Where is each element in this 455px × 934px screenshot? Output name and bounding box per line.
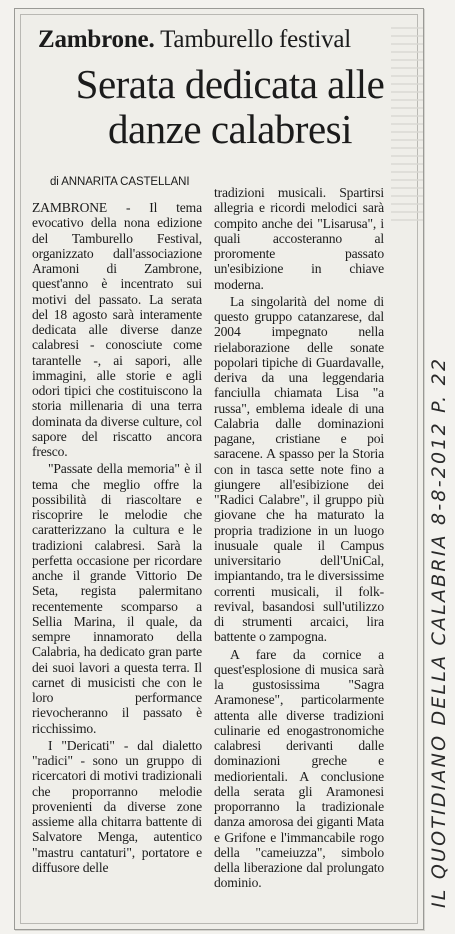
kicker-place: Zambrone. (38, 26, 155, 53)
paragraph: "Passate della memoria" è il tema che meglio offre la possibilità di riascoltare e riscoprire le melodie che caratterizzano la cultura e le tradizioni calabresi. Sarà la perfetta occasione per ricordare anche il grande Vittorio De Seta, regista palermitano recentemente scomparso a Sellia Marina, il quale, da sempre innamorato della Calabria, ha dedicato gran parte dei suoi lavori a questa terra. Il carnet di musicisti che con le loro performance rievocheranno il passato è ricchissimo. (32, 461, 202, 736)
paragraph: La singolarità del nome di questo gruppo catanzarese, dal 2004 impegnato nella rielaborazione delle sonate popolari tipiche di Guardavalle, deriva da una leggendaria fanciulla chiamata Lisa "a russa", emblema ideale di una Calabria dalle dominazioni pagane, cristiane e poi saracene. A spasso per la Storia con in tasca sette note fino a giungere all'esibizione dei "Radici Calabre", il gruppo più giovane che ha maturato la propria tradizione in un luogo inusuale quale il Campus universitario dell'UniCal, impiantando, tra le diversissime correnti musicali, il folk-revival, basandosi sull'utilizzo di strumenti arcaici, lira battente o zampogna. (214, 293, 384, 645)
handwritten-source-note: IL QUOTIDIANO DELLA CALABRIA 8-8-2012 P. 22 (428, 356, 450, 908)
article-title: Serata dedicata alle danze calabresi (75, 61, 385, 152)
article-kicker (38, 26, 351, 54)
paragraph: I "Dericati" - dal dialetto "radici" - sono un gruppo di ricercatori di motivi tradizionali che proporranno melodie provenienti da diverse zone assieme alla chitarra battente di Salvatore Menga, autentico "mastru cantaturi", portatore e diffusore delle (32, 737, 202, 875)
paragraph: A fare da cornice a quest'esplosione di musica sarà la gustosissima "Sagra Aramonese", particolarmente attenta alle diverse tradizioni culinarie ed enogastronomiche calabresi derivanti dalle dominazioni greche e mediorientali. A conclusione della serata gli Aramonesi proporranno la tradizionale danza amorosa dei giganti Mata e Grifone e l'immancabile rogo della "cameiuzza", simbolo della liberazione dal prolungato dominio. (214, 646, 384, 891)
paragraph: ZAMBRONE - Il tema evocativo della nona edizione del Tamburello Festival, organizzato dall'associazione Aramoni di Zambrone, quest'anno è incentrato sui motivi del passato. La serata del 18 agosto sarà interamente dedicata alle diverse danze calabresi - conosciute come tarantelle -, ai sapori, alle immagini, alle storie e agli odori tipici che costituiscono la storia millenaria di una terra dominata da diverse culture, col sapore del riscatto ancora fresco. (32, 200, 202, 459)
article-column-2 (214, 185, 384, 910)
kicker-topic: Tamburello festival (160, 26, 352, 53)
paragraph: tradizioni musicali. Spartirsi allegria e ricordi melodici sarà compito anche dei "Lisarusa", i quali accosteranno al proromente passato un'esibizione in chiave moderna. (214, 185, 384, 292)
article-column-1 (32, 200, 202, 910)
byline: di ANNARITA CASTELLANI (50, 176, 190, 188)
